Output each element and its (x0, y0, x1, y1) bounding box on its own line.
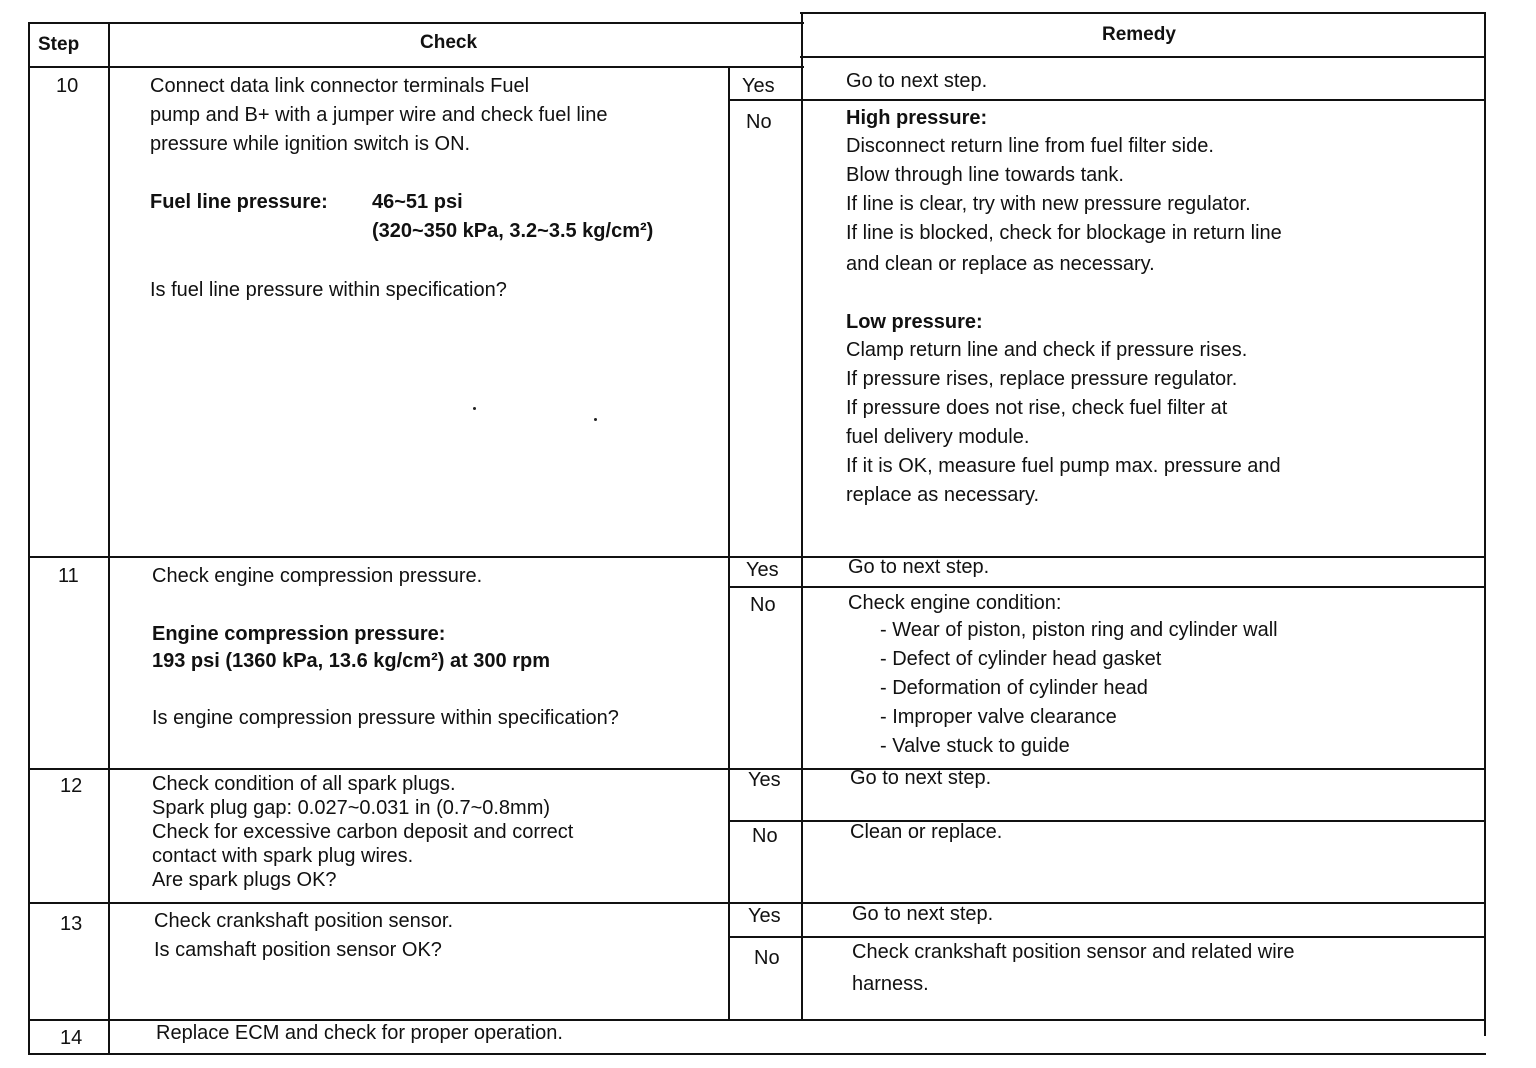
check-text: Spark plug gap: 0.027~0.031 in (0.7~0.8mm) (152, 797, 551, 819)
remedy-list-item: - Defect of cylinder head gasket (880, 648, 1162, 670)
check-text: Check engine compression pressure. (152, 565, 483, 587)
table-border (28, 22, 804, 24)
remedy-list-item: - Wear of piston, piston ring and cylinder wall (880, 619, 1278, 641)
column-divider (801, 12, 803, 1021)
check-text: pressure while ignition switch is ON. (150, 133, 471, 155)
remedy-line: If pressure rises, replace pressure regulator. (846, 368, 1238, 390)
header-remedy: Remedy (1102, 24, 1176, 45)
spec-label: Engine compression pressure: (152, 623, 446, 645)
remedy-line: harness. (852, 973, 929, 995)
check-text: pump and B+ with a jumper wire and check fuel line (150, 104, 608, 126)
spec-value: 193 psi (1360 kPa, 13.6 kg/cm²) at 300 rpm (152, 650, 550, 672)
remedy-yes: Go to next step. (848, 556, 990, 578)
answer-yes: Yes (748, 769, 781, 791)
header-check: Check (420, 32, 478, 53)
yes-no-divider (728, 820, 1486, 822)
spec-value: (320~350 kPa, 3.2~3.5 kg/cm²) (372, 220, 654, 242)
step-number: 11 (58, 565, 79, 587)
print-speck (473, 407, 476, 410)
table-border (800, 12, 1486, 14)
remedy-subtitle: Low pressure: (846, 311, 983, 333)
column-divider (728, 66, 730, 1021)
remedy-line: fuel delivery module. (846, 426, 1030, 448)
yes-no-divider (728, 586, 1486, 588)
answer-no: No (750, 594, 776, 616)
table-border (28, 1053, 1486, 1055)
answer-no: No (752, 825, 778, 847)
remedy-line: If pressure does not rise, check fuel filter at (846, 397, 1228, 419)
remedy-list-item: - Deformation of cylinder head (880, 677, 1148, 699)
column-divider (108, 22, 110, 1055)
table-border (1484, 12, 1486, 1036)
check-question: Is fuel line pressure within specification? (150, 279, 507, 301)
remedy-line: If line is clear, try with new pressure regulator. (846, 193, 1251, 215)
remedy-line: replace as necessary. (846, 484, 1040, 506)
yes-no-divider (728, 99, 1486, 101)
remedy-line: Check crankshaft position sensor and related wire (852, 941, 1295, 963)
header-divider (28, 66, 804, 68)
check-text: Check condition of all spark plugs. (152, 773, 456, 795)
check-text: Connect data link connector terminals Fuel (150, 75, 530, 97)
print-speck (594, 418, 597, 421)
step-number: 12 (60, 775, 83, 797)
remedy-line: If it is OK, measure fuel pump max. pressure and (846, 455, 1281, 477)
remedy-list-item: - Improper valve clearance (880, 706, 1117, 728)
header-divider (800, 56, 1486, 58)
step-number: 10 (56, 75, 79, 97)
remedy-yes: Go to next step. (850, 767, 992, 789)
answer-no: No (746, 111, 772, 133)
remedy-subtitle: High pressure: (846, 107, 988, 129)
answer-no: No (754, 947, 780, 969)
remedy-line: Blow through line towards tank. (846, 164, 1124, 186)
check-text: Check for excessive carbon deposit and correct (152, 821, 574, 843)
spec-value: 46~51 psi (372, 191, 463, 213)
check-text: contact with spark plug wires. (152, 845, 414, 867)
spec-label: Fuel line pressure: (150, 191, 328, 213)
check-text: Replace ECM and check for proper operation. (156, 1022, 563, 1044)
remedy-yes: Go to next step. (852, 903, 994, 925)
remedy-line: If line is blocked, check for blockage in return line (846, 222, 1282, 244)
step-number: 14 (60, 1027, 83, 1049)
answer-yes: Yes (748, 905, 781, 927)
check-text: Check crankshaft position sensor. (154, 910, 454, 932)
remedy-line: Check engine condition: (848, 592, 1062, 614)
check-question: Is engine compression pressure within specification? (152, 707, 619, 729)
remedy-line: Clamp return line and check if pressure rises. (846, 339, 1248, 361)
header-step: Step (38, 34, 80, 55)
answer-yes: Yes (746, 559, 779, 581)
table-border (28, 22, 30, 1055)
step-number: 13 (60, 913, 83, 935)
remedy-no: Clean or replace. (850, 821, 1003, 843)
answer-yes: Yes (742, 75, 775, 97)
remedy-line: and clean or replace as necessary. (846, 253, 1155, 275)
remedy-line: Disconnect return line from fuel filter side. (846, 135, 1214, 157)
check-question: Are spark plugs OK? (152, 869, 337, 891)
check-question: Is camshaft position sensor OK? (154, 939, 442, 961)
remedy-list-item: - Valve stuck to guide (880, 735, 1070, 757)
remedy-yes: Go to next step. (846, 70, 988, 92)
